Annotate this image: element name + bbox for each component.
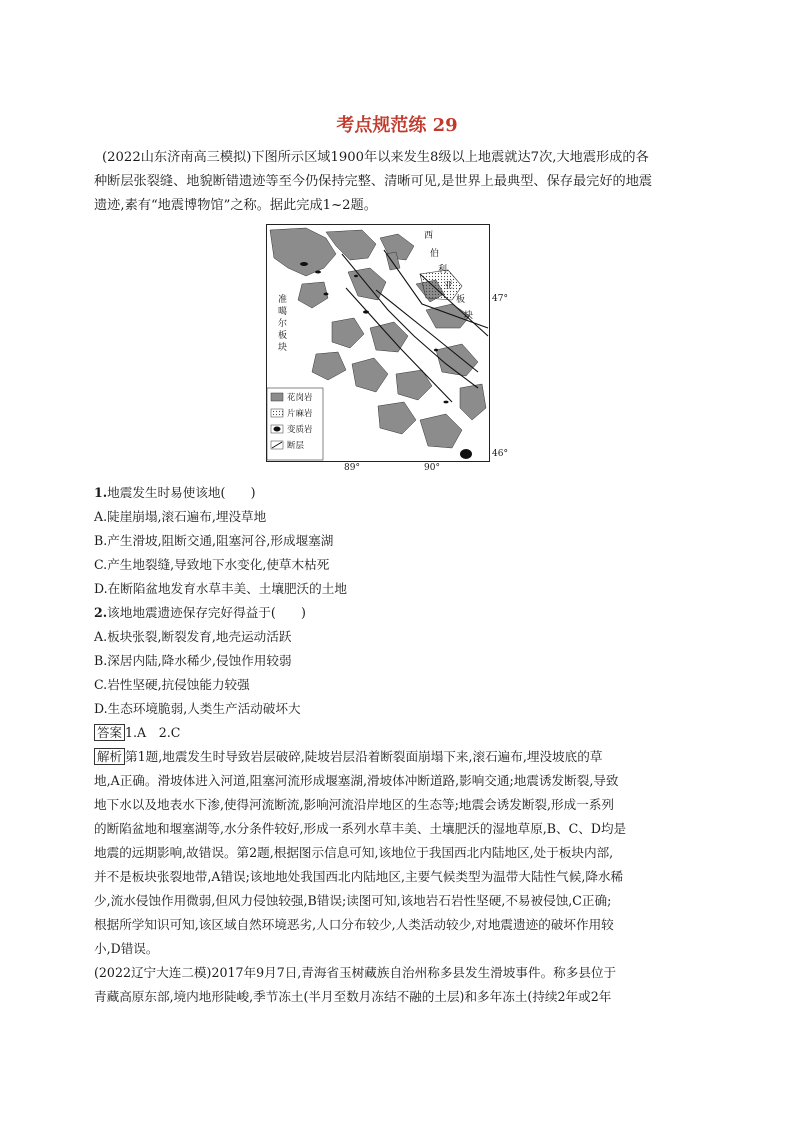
- question-2-option-b: B.深居内陆,降水稀少,侵蚀作用较弱: [94, 653, 292, 668]
- question-1-option-c: C.产生地裂缝,导致地下水变化,使草木枯死: [94, 557, 330, 572]
- question-2-number: 2.: [94, 605, 108, 620]
- analysis-line-4: 的断陷盆地和堰塞湖等,水分条件较好,形成一系列水草丰美、土壤肥沃的湿地草原,B、C、D均是: [94, 821, 627, 836]
- question-1-option-b: B.产生滑坡,阻断交通,阻塞河谷,形成堰塞湖: [94, 533, 334, 548]
- analysis-line-7: 少,流水侵蚀作用微弱,但风力侵蚀较强,B错误;读图可知,该地岩石岩性坚硬,不易被侵蚀,C正确;: [94, 893, 612, 908]
- label-siberia-1: 伯: [430, 249, 440, 259]
- analysis-line-2: 地,A正确。滑坡体进入河道,阻塞河流形成堰塞湖,滑坡体冲断道路,影响交通;地震诱发断裂,导致: [94, 773, 619, 788]
- question-2-option-a: A.板块张裂,断裂发育,地壳运动活跃: [94, 629, 292, 644]
- question-1-stem: 地震发生时易使该地( ): [107, 485, 256, 500]
- intro-line-3: 遗迹,素有“地震博物馆”之称。据此完成1~2题。: [94, 198, 377, 213]
- answer-tag: 答案: [94, 724, 125, 741]
- label-siberia-0: 西: [424, 231, 434, 241]
- gneiss-swatch: [271, 409, 283, 417]
- intro-line-1: (2022山东济南高三模拟)下图所示区域1900年以来发生8级以上地震就达7次,大地震形成的各: [102, 150, 649, 165]
- next-intro-line-2: 青藏高原东部,境内地形陡峻,季节冻土(半月至数月冻结不融的土层)和多年冻土(持续2年或2年: [94, 989, 612, 1004]
- label-siberia-2: 利: [438, 265, 448, 275]
- legend-granite-label: 花岗岩: [287, 393, 313, 403]
- analysis-line-3: 地下水以及地表水下渗,使得河流断流,影响河流沿岸地区的生态等;地震会诱发断裂,形成一系列: [94, 797, 615, 812]
- question-1-option-d: D.在断陷盆地发育水草丰美、土壤肥沃的土地: [94, 581, 347, 596]
- lon-right-label: 90°: [424, 463, 440, 473]
- geology-map-figure: [266, 224, 490, 462]
- label-junggar-1: 噶: [278, 307, 288, 317]
- legend-gneiss-label: 片麻岩: [287, 409, 313, 419]
- page-title: 考点规范练 29: [336, 115, 458, 136]
- analysis-line-1: [94, 745, 602, 769]
- analysis-line-5: 地震的远期影响,故错误。第2题,根据图示信息可知,该地位于我国西北内陆地区,处于板块内部,: [94, 845, 614, 860]
- lat-bottom-label: 46°: [492, 449, 508, 459]
- question-2-option-c: C.岩性坚硬,抗侵蚀能力较强: [94, 677, 250, 692]
- question-1-number: 1.: [94, 485, 108, 500]
- question-1-option-a: A.陡崖崩塌,滚石遍布,埋没草地: [94, 509, 267, 524]
- analysis-text-1: 第1题,地震发生时导致岩层破碎,陡坡岩层沿着断裂面崩塌下来,滚石遍布,埋没坡底的草: [125, 749, 603, 764]
- analysis-line-8: 根据所学知识可知,该区域自然环境恶劣,人口分布较少,人类活动较少,对地震遗迹的破坏作用较: [94, 917, 614, 932]
- label-junggar-0: 准: [278, 295, 288, 305]
- analysis-line-9: 小,D错误。: [94, 941, 159, 956]
- analysis-line-6: 并不是板块张裂地带,A错误;该地地处我国西北内陆地区,主要气候类型为温带大陆性气候,降水稀: [94, 869, 624, 884]
- legend-fault-label: 断层: [287, 441, 305, 451]
- label-junggar-4: 块: [278, 343, 288, 353]
- label-junggar-2: 尔: [278, 319, 288, 329]
- lon-left-label: 89°: [344, 463, 360, 473]
- next-intro-line-1: (2022辽宁大连二模)2017年9月7日,青海省玉树藏族自治州称多县发生滑坡事件。称多县位于: [94, 965, 617, 980]
- question-2: [94, 601, 306, 625]
- lat-top-label: 47°: [492, 294, 508, 304]
- answer-text: 1.A 2.C: [125, 725, 181, 740]
- granite-swatch: [271, 393, 283, 401]
- label-siberia-5: 块: [464, 311, 474, 321]
- legend-metamorphic-label: 变质岩: [287, 425, 313, 435]
- question-2-option-d: D.生态环境脆弱,人类生产活动破坏大: [94, 701, 301, 716]
- label-siberia-4: 板: [456, 295, 466, 305]
- question-1: [94, 481, 256, 505]
- question-2-stem: 该地地震遗迹保存完好得益于( ): [107, 605, 306, 620]
- label-junggar-3: 板: [278, 331, 288, 341]
- label-siberia-3: 亚: [444, 281, 454, 291]
- answer-line: [94, 721, 180, 745]
- legend: [267, 388, 323, 460]
- analysis-tag: 解析: [94, 748, 125, 765]
- intro-line-2: 种断层张裂缝、地貌断错遗迹等至今仍保持完整、清晰可见,是世界上最典型、保存最完好的地震: [94, 174, 653, 189]
